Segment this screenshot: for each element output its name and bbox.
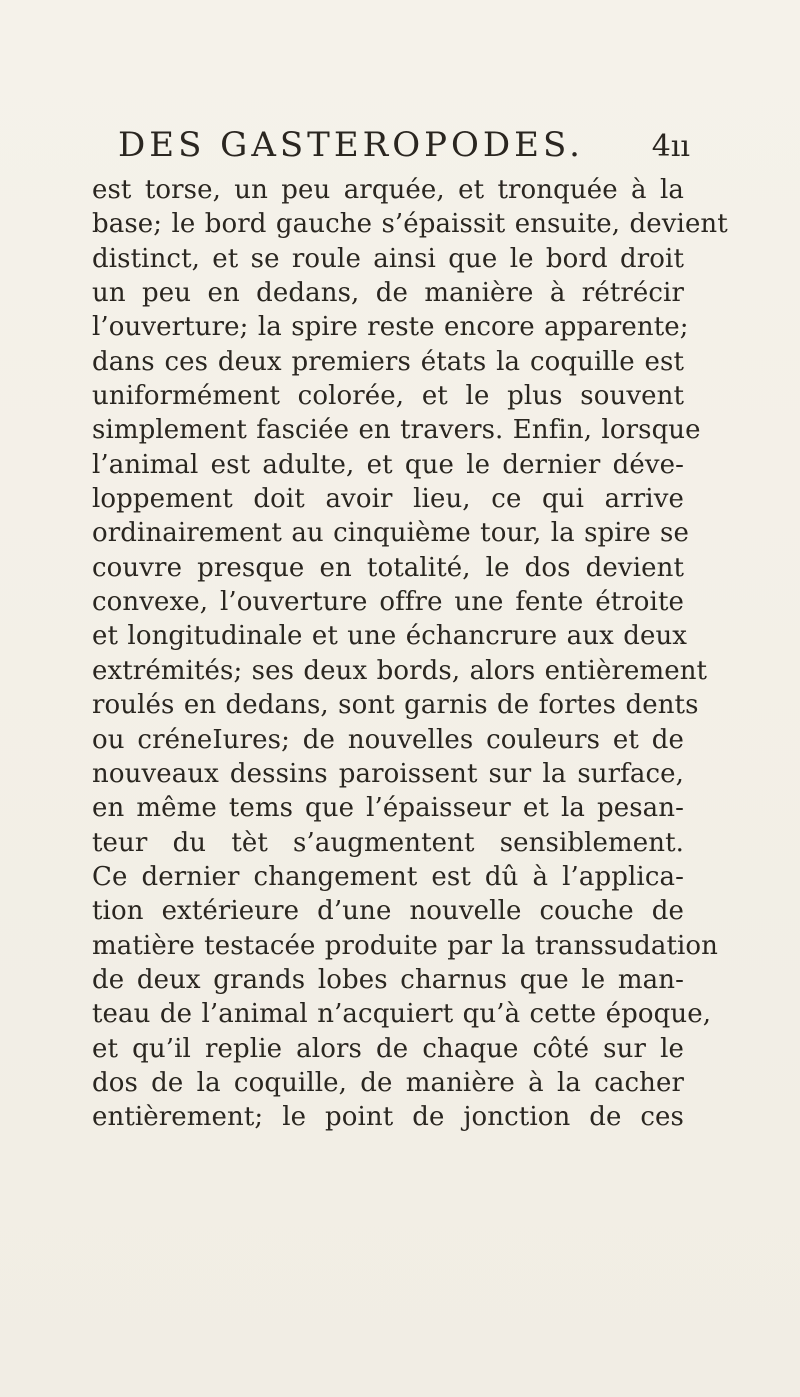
text-line: ou créneIures; de nouvelles couleurs et de xyxy=(92,724,684,755)
text-line: base; le bord gauche s’épaissit ensuite, devient xyxy=(92,209,728,240)
text-line: convexe, l’ouverture offre une fente étroite xyxy=(92,587,684,618)
text-line: teau de l’animal n’acquiert qu’à cette époque, xyxy=(92,999,712,1030)
page-number: 4ıı xyxy=(651,129,690,164)
text-line: uniformément colorée, et le plus souvent xyxy=(92,381,684,412)
text-line: Ce dernier changement est dû à l’applica- xyxy=(92,861,684,892)
text-line: entièrement; le point de jonction de ces xyxy=(92,1102,684,1133)
text-line: ordinairement au cinquième tour, la spire se xyxy=(92,518,689,549)
text-line: dos de la coquille, de manière à la cacher xyxy=(92,1067,684,1098)
text-line: matière testacée produite par la transsudation xyxy=(92,930,719,961)
running-head: DES GASTEROPODES. xyxy=(118,125,584,165)
text-line: couvre presque en totalité, le dos devient xyxy=(92,552,684,583)
text-line: roulés en dedans, sont garnis de fortes dents xyxy=(92,690,699,721)
text-line: tion extérieure d’une nouvelle couche de xyxy=(92,896,684,927)
text-line: dans ces deux premiers états la coquille est xyxy=(92,346,684,377)
text-line: en même tems que l’épaisseur et la pesan- xyxy=(92,793,684,824)
text-line: est torse, un peu arquée, et tronquée à la xyxy=(92,175,684,205)
text-line: loppement doit avoir lieu, ce qui arrive xyxy=(92,484,684,515)
text-line: distinct, et se roule ainsi que le bord droit xyxy=(92,243,684,274)
text-line: et qu’il replie alors de chaque côté sur le xyxy=(92,1033,684,1064)
text-line: un peu en dedans, de manière à rétrécir xyxy=(92,278,684,309)
text-line: extrémités; ses deux bords, alors entièrement xyxy=(92,655,708,686)
body-text xyxy=(92,173,728,1135)
text-line: l’animal est adulte, et que le dernier déve- xyxy=(92,449,684,480)
page-header xyxy=(118,125,690,178)
text-line: simplement fasciée en travers. Enfin, lorsque xyxy=(92,415,701,446)
text-line: l’ouverture; la spire reste encore apparente; xyxy=(92,312,689,343)
text-line: et longitudinale et une échancrure aux deux xyxy=(92,621,688,652)
text-line: teur du tèt s’augmentent sensiblement. xyxy=(92,827,684,858)
text-line: de deux grands lobes charnus que le man- xyxy=(92,964,684,995)
text-line: nouveaux dessins paroissent sur la surface, xyxy=(92,758,684,789)
